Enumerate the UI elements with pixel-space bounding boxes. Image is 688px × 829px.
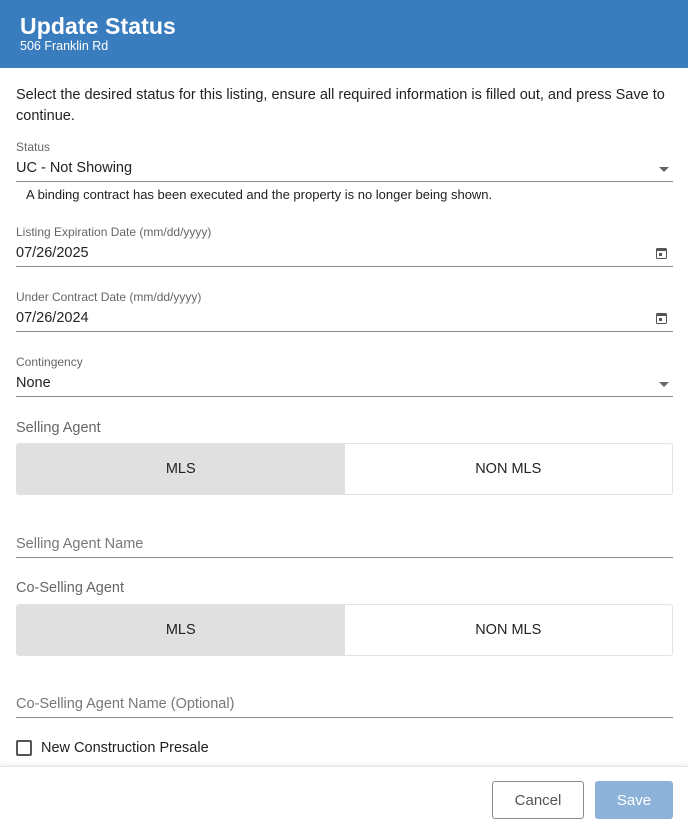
under-contract-date-input[interactable] [16,304,673,332]
selling-agent-non-mls-option[interactable]: NON MLS [475,461,542,477]
status-select[interactable] [16,154,673,182]
co-selling-agent-label: Co-Selling Agent [16,580,125,596]
dialog-header [0,0,688,68]
caret-down-icon [659,167,669,172]
instructions-text: Select the desired status for this listing, ensure all required information is filled out, and press Save to continue. [16,87,665,124]
selling-agent-mls-option[interactable]: MLS [17,444,345,494]
presale-label[interactable]: New Construction Presale [41,740,209,756]
status-description: A binding contract has been executed and the property is no longer being shown. [26,187,493,202]
contingency-select[interactable] [16,369,673,397]
calendar-icon[interactable] [656,313,667,324]
co-selling-agent-name-placeholder: Co-Selling Agent Name (Optional) [16,696,235,712]
status-field [16,140,673,182]
dialog-title: Update Status [20,13,176,39]
status-label: Status [16,140,51,154]
status-value: UC - Not Showing [16,160,133,176]
contingency-field [16,355,673,397]
expiration-date-field [16,225,673,267]
selling-agent-name-input[interactable] [16,532,673,558]
expiration-date-label: Listing Expiration Date (mm/dd/yyyy) [16,225,212,239]
under-contract-date-field [16,290,673,332]
co-selling-agent-name-input[interactable] [16,692,673,718]
under-contract-date-label: Under Contract Date (mm/dd/yyyy) [16,290,202,304]
contingency-label: Contingency [16,355,83,369]
contingency-value: None [16,375,51,391]
save-button[interactable]: Save [595,781,673,819]
dialog-footer [0,766,688,829]
presale-checkbox[interactable] [16,740,32,756]
listing-address: 506 Franklin Rd [20,39,109,53]
caret-down-icon [659,382,669,387]
calendar-icon[interactable] [656,248,667,259]
co-selling-agent-non-mls-option[interactable]: NON MLS [475,622,542,638]
selling-agent-name-placeholder: Selling Agent Name [16,536,144,552]
selling-agent-toggle [16,443,673,495]
co-selling-agent-toggle [16,604,673,656]
co-selling-agent-mls-option[interactable]: MLS [17,605,345,655]
expiration-date-input[interactable] [16,239,673,267]
selling-agent-label: Selling Agent [16,420,101,436]
presale-row [16,740,209,756]
under-contract-date-value: 07/26/2024 [16,310,89,326]
expiration-date-value: 07/26/2025 [16,245,89,261]
cancel-button[interactable]: Cancel [492,781,584,819]
